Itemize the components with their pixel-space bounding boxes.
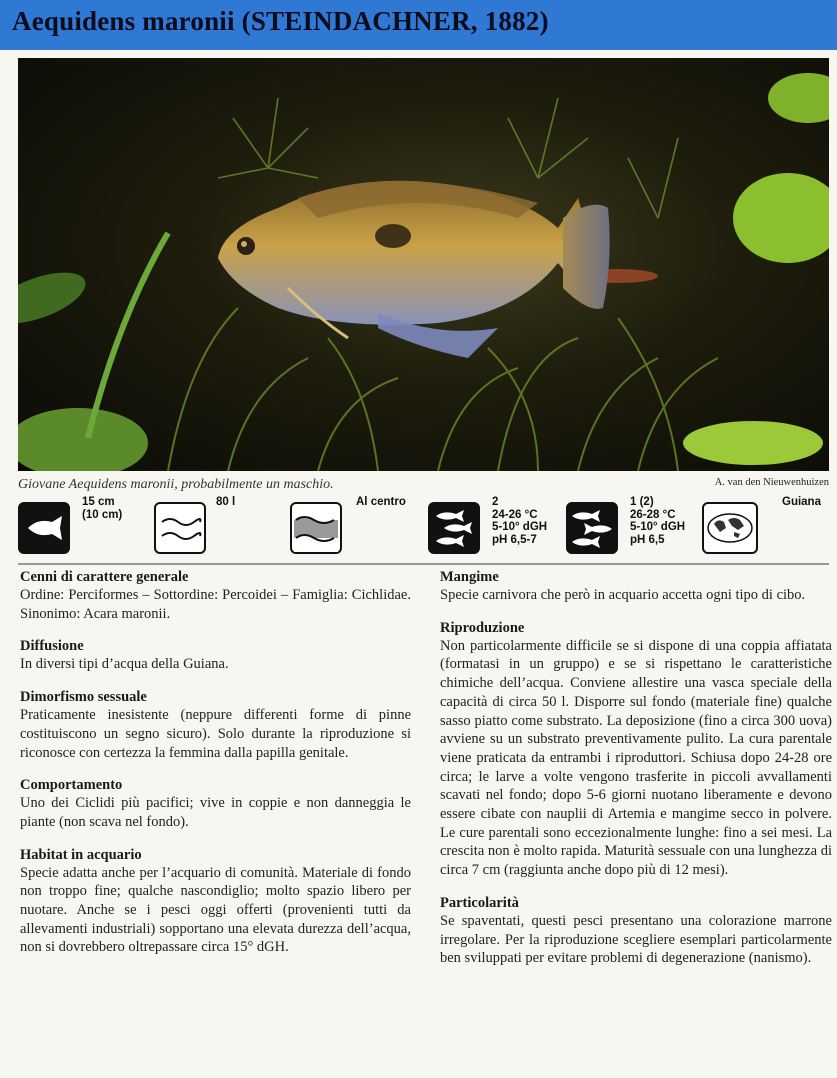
section-diffusione bbox=[20, 637, 411, 674]
section-heading: Mangime bbox=[440, 569, 499, 585]
section-dimorfismo bbox=[20, 688, 411, 762]
section-habitat bbox=[20, 846, 411, 958]
key-facts-icons bbox=[18, 492, 829, 560]
origin-label: Guiana bbox=[782, 496, 821, 508]
tank-volume-label: 80 l bbox=[216, 496, 236, 508]
water-params-label: 2 24-26 °C 5-10° dGH pH 6,5-7 bbox=[492, 496, 548, 546]
fish-size-label: 15 cm (10 cm) bbox=[82, 496, 123, 521]
section-comportamento bbox=[20, 776, 411, 831]
section-text: Ordine: Perciformes – Sottordine: Percoidei – Famiglia: Cichlidae. Sinonimo: Acara maronii. bbox=[20, 587, 411, 622]
section-heading: Habitat in acquario bbox=[20, 846, 142, 863]
section-heading: Dimorfismo sessuale bbox=[20, 689, 147, 706]
section-heading: Riproduzione bbox=[440, 619, 525, 636]
section-text: Specie carnivora che però in acquario accetta ogni tipo di cibo. bbox=[440, 587, 806, 603]
photo-credit: A. van den Nieuwenhuizen bbox=[714, 477, 829, 488]
swim-level-label: Al centro bbox=[356, 496, 406, 508]
school-fish-icon bbox=[428, 502, 480, 554]
left-column bbox=[20, 568, 411, 971]
divider bbox=[18, 563, 829, 565]
fish-photo bbox=[18, 58, 829, 471]
section-particolarita bbox=[440, 894, 832, 968]
tank-volume-icon bbox=[154, 502, 206, 554]
section-cenni bbox=[20, 568, 411, 623]
section-heading: Diffusione bbox=[20, 638, 84, 655]
fish-size-icon bbox=[18, 502, 70, 554]
section-riproduzione bbox=[440, 619, 832, 880]
world-map-icon bbox=[702, 502, 758, 554]
section-text: In diversi tipi d’acqua della Guiana. bbox=[20, 656, 229, 673]
section-heading: Particolarità bbox=[440, 894, 519, 911]
photo-caption: Giovane Aequidens maronii, probabilmente un maschio. bbox=[18, 477, 334, 492]
section-text: Praticamente inesistente (neppure differenti forme di pinne costituiscono un segno sicuro). Solo durante la riproduzione si riconosce con certezza la femmina dalla papilla genitale. bbox=[20, 707, 411, 761]
section-heading: Cenni di carattere generale bbox=[20, 569, 189, 585]
swim-level-icon bbox=[290, 502, 342, 554]
section-text: Uno dei Ciclidi più pacifici; vive in coppie e non danneggia le piante (non scava nel fondo). bbox=[20, 795, 411, 830]
breeding-fish-icon bbox=[566, 502, 618, 554]
fish-photo-illustration bbox=[18, 58, 829, 471]
breeding-params-label: 1 (2) 26-28 °C 5-10° dGH pH 6,5 bbox=[630, 496, 686, 546]
section-mangime bbox=[440, 568, 832, 605]
section-text: Se spaventati, questi pesci presentano una colorazione marrone irregolare. Per la riproduzione scegliere esemplari particolarmente ben sviluppati per evitare problemi di degenerazione (nanismo). bbox=[440, 912, 832, 967]
section-heading: Comportamento bbox=[20, 777, 123, 794]
section-text: Non particolarmente difficile se si dispone di una coppia affiatata (formatasi in un gruppo) e se si rispettano le caratteristiche chimiche dell’acqua. Conviene allestire una vasca speciale della capacità di circa 50 l. Disporre sul fondo (materiale fine) qualche sasso piatto come substrato. La deposizione (fino a circa 300 uova) avviene su un substrato preventivamente pulito. La cura parentale viene praticata da entrambi i riproduttori. Schiusa dopo 24-28 ore circa; le larve a volte vengono trasferite in piccoli avvallamenti scavati nel fondo; dopo 5-6 giorni nuotano liberamente e devono essere cibate con nauplii di Artemia e mangime secco in polvere. Le cure parentali sono eccezionalmente lunghe: fino a sei mesi. La crescita non è molto rapida. Maturità sessuale con una lunghezza di circa 7 cm (raggiunta anche dopo più di 12 mesi). bbox=[440, 637, 832, 879]
right-column bbox=[440, 568, 832, 982]
section-text: Specie adatta anche per l’acquario di comunità. Materiale di fondo non troppo fine; qualche nascondiglio; molto spazio libero per nuotare. Anche se i pesci oggi offerti (provenienti tutti da allevamenti industriali) sopportano una elevata durezza dell’acqua, non si dovrebbero oltrepassare circa 15° dGH. bbox=[20, 864, 411, 956]
title-bar bbox=[0, 0, 837, 50]
page-title: Aequidens maronii (STEINDACHNER, 1882) bbox=[12, 6, 549, 36]
